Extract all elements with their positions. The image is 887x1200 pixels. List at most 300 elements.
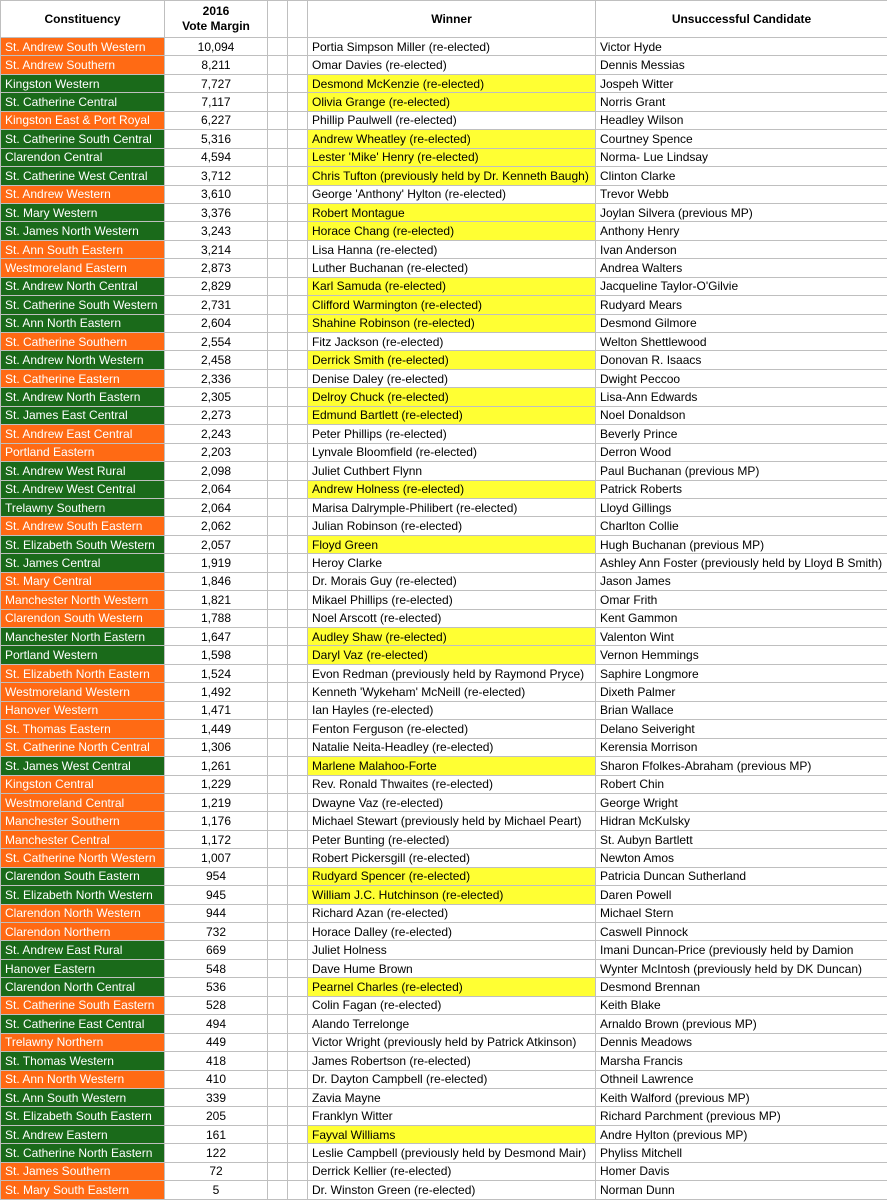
constituency-cell: St. James North Western (1, 222, 165, 240)
table-row (1, 167, 887, 185)
constituency-cell: St. Catherine South Eastern (1, 996, 165, 1014)
constituency-cell: Manchester North Western (1, 591, 165, 609)
unsuccessful-candidate-cell: Norma- Lue Lindsay (596, 148, 887, 166)
constituency-cell: Portland Western (1, 646, 165, 664)
spacer-cell (288, 886, 308, 904)
table-row (1, 498, 887, 516)
winner-cell: Olivia Grange (re-elected) (308, 93, 596, 111)
spacer-cell (288, 277, 308, 295)
vote-margin-cell: 1,306 (165, 738, 268, 756)
constituency-cell: St. Andrew North Central (1, 277, 165, 295)
vote-margin-cell: 1,449 (165, 720, 268, 738)
spacer-cell (288, 93, 308, 111)
vote-margin-cell: 2,458 (165, 351, 268, 369)
table-row (1, 56, 887, 74)
unsuccessful-candidate-cell: Othneil Lawrence (596, 1070, 887, 1088)
unsuccessful-candidate-cell: Arnaldo Brown (previous MP) (596, 1015, 887, 1033)
unsuccessful-candidate-cell: Sharon Ffolkes-Abraham (previous MP) (596, 757, 887, 775)
table-row (1, 38, 887, 56)
spacer-cell (288, 74, 308, 92)
unsuccessful-candidate-cell: Desmond Brennan (596, 978, 887, 996)
winner-cell: Evon Redman (previously held by Raymond Pryce) (308, 664, 596, 682)
spacer-cell (288, 849, 308, 867)
spacer-cell (268, 683, 288, 701)
winner-cell: Floyd Green (308, 535, 596, 553)
vote-margin-cell: 205 (165, 1107, 268, 1125)
winner-cell: Juliet Cuthbert Flynn (308, 462, 596, 480)
winner-cell: Derrick Smith (re-elected) (308, 351, 596, 369)
spacer-cell (288, 628, 308, 646)
unsuccessful-candidate-cell: Derron Wood (596, 443, 887, 461)
constituency-cell: Manchester North Eastern (1, 628, 165, 646)
spacer-cell (268, 830, 288, 848)
winner-cell: Andrew Wheatley (re-elected) (308, 130, 596, 148)
spacer-cell (288, 923, 308, 941)
table-row (1, 572, 887, 590)
spacer-cell (288, 1070, 308, 1088)
constituency-cell: St. Andrew West Rural (1, 462, 165, 480)
spacer-cell (288, 738, 308, 756)
winner-cell: Chris Tufton (previously held by Dr. Kenneth Baugh) (308, 167, 596, 185)
spacer-cell (268, 222, 288, 240)
constituency-cell: St. Mary Western (1, 203, 165, 221)
table-row (1, 535, 887, 553)
header-spacer-2 (288, 1, 308, 38)
unsuccessful-candidate-cell: Norman Dunn (596, 1181, 887, 1199)
constituency-cell: Kingston East & Port Royal (1, 111, 165, 129)
constituency-cell: Clarendon Central (1, 148, 165, 166)
table-row (1, 996, 887, 1014)
spacer-cell (288, 1015, 308, 1033)
constituency-cell: St. Elizabeth South Western (1, 535, 165, 553)
unsuccessful-candidate-cell: Dwight Peccoo (596, 369, 887, 387)
vote-margin-cell: 1,219 (165, 793, 268, 811)
table-row (1, 1144, 887, 1162)
vote-margin-cell: 528 (165, 996, 268, 1014)
winner-cell: Delroy Chuck (re-elected) (308, 388, 596, 406)
vote-margin-cell: 7,117 (165, 93, 268, 111)
table-row (1, 720, 887, 738)
spacer-cell (288, 406, 308, 424)
spacer-cell (268, 738, 288, 756)
spacer-cell (268, 1070, 288, 1088)
vote-margin-cell: 1,172 (165, 830, 268, 848)
winner-cell: Richard Azan (re-elected) (308, 904, 596, 922)
spacer-cell (288, 333, 308, 351)
spacer-cell (268, 517, 288, 535)
vote-margin-cell: 1,176 (165, 812, 268, 830)
unsuccessful-candidate-cell: Courtney Spence (596, 130, 887, 148)
vote-margin-cell: 1,846 (165, 572, 268, 590)
spacer-cell (288, 775, 308, 793)
winner-cell: Mikael Phillips (re-elected) (308, 591, 596, 609)
spacer-cell (268, 185, 288, 203)
table-row (1, 1125, 887, 1143)
table-row (1, 904, 887, 922)
unsuccessful-candidate-cell: Ashley Ann Foster (previously held by Lloyd B Smith) (596, 554, 887, 572)
table-row (1, 609, 887, 627)
table-row (1, 314, 887, 332)
vote-margin-cell: 2,273 (165, 406, 268, 424)
constituency-cell: Westmoreland Central (1, 793, 165, 811)
constituency-cell: St. Catherine Central (1, 93, 165, 111)
unsuccessful-candidate-cell: Brian Wallace (596, 701, 887, 719)
table-row (1, 1015, 887, 1033)
spacer-cell (268, 959, 288, 977)
constituency-cell: Manchester Southern (1, 812, 165, 830)
unsuccessful-candidate-cell: Anthony Henry (596, 222, 887, 240)
vote-margin-cell: 1,261 (165, 757, 268, 775)
winner-cell: Fitz Jackson (re-elected) (308, 333, 596, 351)
vote-margin-cell: 2,731 (165, 296, 268, 314)
table-row (1, 701, 887, 719)
vote-margin-cell: 1,788 (165, 609, 268, 627)
winner-cell: Julian Robinson (re-elected) (308, 517, 596, 535)
spacer-cell (268, 664, 288, 682)
spacer-cell (288, 978, 308, 996)
vote-margin-cell: 1,524 (165, 664, 268, 682)
constituency-cell: St. Catherine South Central (1, 130, 165, 148)
table-row (1, 591, 887, 609)
spacer-cell (268, 388, 288, 406)
spacer-cell (268, 941, 288, 959)
vote-margin-cell: 3,610 (165, 185, 268, 203)
header-spacer-1 (268, 1, 288, 38)
table-row (1, 1033, 887, 1051)
winner-cell: Clifford Warmington (re-elected) (308, 296, 596, 314)
spacer-cell (288, 683, 308, 701)
vote-margin-cell: 2,062 (165, 517, 268, 535)
spacer-cell (268, 1162, 288, 1180)
table-row (1, 1181, 887, 1199)
unsuccessful-candidate-cell: Patrick Roberts (596, 480, 887, 498)
table-row (1, 628, 887, 646)
spacer-cell (288, 443, 308, 461)
spacer-cell (288, 351, 308, 369)
constituency-cell: St. Catherine Eastern (1, 369, 165, 387)
winner-cell: Dr. Winston Green (re-elected) (308, 1181, 596, 1199)
constituency-cell: St. Andrew Southern (1, 56, 165, 74)
table-row (1, 222, 887, 240)
table-row (1, 130, 887, 148)
spacer-cell (288, 701, 308, 719)
vote-margin-cell: 3,243 (165, 222, 268, 240)
winner-cell: Lynvale Bloomfield (re-elected) (308, 443, 596, 461)
winner-cell: William J.C. Hutchinson (re-elected) (308, 886, 596, 904)
constituency-cell: Portland Eastern (1, 443, 165, 461)
table-row (1, 369, 887, 387)
unsuccessful-candidate-cell: Clinton Clarke (596, 167, 887, 185)
vote-margin-cell: 1,647 (165, 628, 268, 646)
vote-margin-cell: 1,007 (165, 849, 268, 867)
winner-cell: Franklyn Witter (308, 1107, 596, 1125)
spacer-cell (268, 978, 288, 996)
spacer-cell (268, 793, 288, 811)
table-row (1, 867, 887, 885)
unsuccessful-candidate-cell: Joylan Silvera (previous MP) (596, 203, 887, 221)
constituency-cell: Trelawny Southern (1, 498, 165, 516)
table-row (1, 757, 887, 775)
spacer-cell (288, 240, 308, 258)
spacer-cell (288, 1162, 308, 1180)
table-row (1, 259, 887, 277)
vote-margin-cell: 8,211 (165, 56, 268, 74)
constituency-cell: St. Andrew Eastern (1, 1125, 165, 1143)
table-row (1, 1162, 887, 1180)
spacer-cell (268, 406, 288, 424)
spacer-cell (268, 849, 288, 867)
spacer-cell (268, 1181, 288, 1199)
winner-cell: Rudyard Spencer (re-elected) (308, 867, 596, 885)
unsuccessful-candidate-cell: Charlton Collie (596, 517, 887, 535)
spacer-cell (288, 941, 308, 959)
spacer-cell (268, 628, 288, 646)
table-row (1, 1088, 887, 1106)
constituency-cell: Manchester Central (1, 830, 165, 848)
spacer-cell (288, 1125, 308, 1143)
spacer-cell (288, 167, 308, 185)
unsuccessful-candidate-cell: Lisa-Ann Edwards (596, 388, 887, 406)
unsuccessful-candidate-cell: Trevor Webb (596, 185, 887, 203)
spacer-cell (268, 277, 288, 295)
vote-margin-cell: 122 (165, 1144, 268, 1162)
vote-margin-cell: 2,243 (165, 425, 268, 443)
header-winner: Winner (308, 1, 596, 38)
spacer-cell (268, 812, 288, 830)
spacer-cell (268, 480, 288, 498)
winner-cell: Juliet Holness (308, 941, 596, 959)
unsuccessful-candidate-cell: Dennis Messias (596, 56, 887, 74)
table-row (1, 203, 887, 221)
unsuccessful-candidate-cell: Newton Amos (596, 849, 887, 867)
spacer-cell (288, 535, 308, 553)
vote-margin-cell: 945 (165, 886, 268, 904)
spacer-cell (268, 74, 288, 92)
spacer-cell (288, 222, 308, 240)
spacer-cell (268, 757, 288, 775)
spacer-cell (288, 185, 308, 203)
spacer-cell (288, 830, 308, 848)
spacer-cell (288, 130, 308, 148)
header-constituency: Constituency (1, 1, 165, 38)
winner-cell: Robert Pickersgill (re-elected) (308, 849, 596, 867)
spacer-cell (288, 757, 308, 775)
winner-cell: Victor Wright (previously held by Patrick Atkinson) (308, 1033, 596, 1051)
unsuccessful-candidate-cell: Welton Shettlewood (596, 333, 887, 351)
vote-margin-cell: 1,598 (165, 646, 268, 664)
constituency-cell: Westmoreland Western (1, 683, 165, 701)
unsuccessful-candidate-cell: Norris Grant (596, 93, 887, 111)
spacer-cell (288, 296, 308, 314)
constituency-cell: St. Andrew East Central (1, 425, 165, 443)
vote-margin-cell: 339 (165, 1088, 268, 1106)
constituency-cell: St. Ann North Western (1, 1070, 165, 1088)
spacer-cell (288, 1033, 308, 1051)
spacer-cell (268, 333, 288, 351)
constituency-cell: St. Andrew East Rural (1, 941, 165, 959)
table-row (1, 738, 887, 756)
constituency-cell: St. Elizabeth North Western (1, 886, 165, 904)
spacer-cell (268, 591, 288, 609)
constituency-cell: St. Elizabeth South Eastern (1, 1107, 165, 1125)
winner-cell: Lisa Hanna (re-elected) (308, 240, 596, 258)
header-vote-margin (165, 1, 268, 38)
unsuccessful-candidate-cell: Kent Gammon (596, 609, 887, 627)
constituency-cell: St. Catherine Southern (1, 333, 165, 351)
vote-margin-cell: 5,316 (165, 130, 268, 148)
vote-margin-cell: 3,376 (165, 203, 268, 221)
unsuccessful-candidate-cell: Paul Buchanan (previous MP) (596, 462, 887, 480)
table-row (1, 240, 887, 258)
vote-margin-cell: 1,821 (165, 591, 268, 609)
table-row (1, 775, 887, 793)
spacer-cell (268, 314, 288, 332)
winner-cell: Luther Buchanan (re-elected) (308, 259, 596, 277)
spacer-cell (288, 793, 308, 811)
unsuccessful-candidate-cell: Rudyard Mears (596, 296, 887, 314)
winner-cell: Dr. Morais Guy (re-elected) (308, 572, 596, 590)
unsuccessful-candidate-cell: Lloyd Gillings (596, 498, 887, 516)
spacer-cell (268, 1015, 288, 1033)
table-row (1, 480, 887, 498)
spacer-cell (268, 1107, 288, 1125)
spacer-cell (268, 425, 288, 443)
vote-margin-cell: 2,873 (165, 259, 268, 277)
spacer-cell (268, 148, 288, 166)
vote-margin-cell: 6,227 (165, 111, 268, 129)
spacer-cell (288, 111, 308, 129)
vote-margin-cell: 494 (165, 1015, 268, 1033)
spacer-cell (268, 259, 288, 277)
constituency-cell: Westmoreland Eastern (1, 259, 165, 277)
vote-margin-cell: 1,229 (165, 775, 268, 793)
spacer-cell (288, 498, 308, 516)
spacer-cell (288, 56, 308, 74)
constituency-cell: St. Andrew North Eastern (1, 388, 165, 406)
table-row (1, 923, 887, 941)
spacer-cell (288, 259, 308, 277)
spacer-cell (268, 38, 288, 56)
unsuccessful-candidate-cell: Keith Blake (596, 996, 887, 1014)
constituency-cell: St. Andrew South Western (1, 38, 165, 56)
winner-cell: Karl Samuda (re-elected) (308, 277, 596, 295)
spacer-cell (288, 591, 308, 609)
winner-cell: Dwayne Vaz (re-elected) (308, 793, 596, 811)
table-row (1, 443, 887, 461)
constituency-cell: St. Catherine West Central (1, 167, 165, 185)
spacer-cell (288, 148, 308, 166)
constituency-cell: St. Andrew South Eastern (1, 517, 165, 535)
spacer-cell (268, 904, 288, 922)
spacer-cell (268, 867, 288, 885)
table-row (1, 462, 887, 480)
unsuccessful-candidate-cell: Jason James (596, 572, 887, 590)
unsuccessful-candidate-cell: Keith Walford (previous MP) (596, 1088, 887, 1106)
constituency-cell: Trelawny Northern (1, 1033, 165, 1051)
spacer-cell (268, 1088, 288, 1106)
vote-margin-cell: 5 (165, 1181, 268, 1199)
unsuccessful-candidate-cell: Dixeth Palmer (596, 683, 887, 701)
spacer-cell (268, 56, 288, 74)
constituency-cell: St. James East Central (1, 406, 165, 424)
constituency-cell: Clarendon South Eastern (1, 867, 165, 885)
winner-cell: Natalie Neita-Headley (re-elected) (308, 738, 596, 756)
winner-cell: Shahine Robinson (re-elected) (308, 314, 596, 332)
spacer-cell (268, 369, 288, 387)
winner-cell: Portia Simpson Miller (re-elected) (308, 38, 596, 56)
constituency-cell: Clarendon North Western (1, 904, 165, 922)
spacer-cell (288, 904, 308, 922)
winner-cell: Daryl Vaz (re-elected) (308, 646, 596, 664)
spacer-cell (288, 664, 308, 682)
unsuccessful-candidate-cell: Victor Hyde (596, 38, 887, 56)
table-row (1, 646, 887, 664)
unsuccessful-candidate-cell: Homer Davis (596, 1162, 887, 1180)
constituency-cell: St. Andrew Western (1, 185, 165, 203)
unsuccessful-candidate-cell: Robert Chin (596, 775, 887, 793)
vote-margin-cell: 72 (165, 1162, 268, 1180)
spacer-cell (288, 1052, 308, 1070)
vote-margin-cell: 669 (165, 941, 268, 959)
winner-cell: Robert Montague (308, 203, 596, 221)
table-row (1, 941, 887, 959)
unsuccessful-candidate-cell: George Wright (596, 793, 887, 811)
unsuccessful-candidate-cell: Saphire Longmore (596, 664, 887, 682)
spacer-cell (288, 812, 308, 830)
constituency-cell: St. Thomas Western (1, 1052, 165, 1070)
unsuccessful-candidate-cell: Jacqueline Taylor-O'Gilvie (596, 277, 887, 295)
unsuccessful-candidate-cell: Jospeh Witter (596, 74, 887, 92)
winner-cell: Horace Dalley (re-elected) (308, 923, 596, 941)
winner-cell: Derrick Kellier (re-elected) (308, 1162, 596, 1180)
constituency-cell: St. Catherine South Western (1, 296, 165, 314)
spacer-cell (268, 775, 288, 793)
vote-margin-cell: 410 (165, 1070, 268, 1088)
spacer-cell (268, 535, 288, 553)
vote-margin-cell: 2,336 (165, 369, 268, 387)
constituency-cell: Clarendon North Central (1, 978, 165, 996)
constituency-cell: St. Ann North Eastern (1, 314, 165, 332)
table-row (1, 148, 887, 166)
vote-margin-cell: 2,554 (165, 333, 268, 351)
spacer-cell (268, 609, 288, 627)
spacer-cell (288, 517, 308, 535)
spacer-cell (268, 720, 288, 738)
winner-cell: Edmund Bartlett (re-elected) (308, 406, 596, 424)
vote-margin-cell: 3,712 (165, 167, 268, 185)
vote-margin-cell: 10,094 (165, 38, 268, 56)
spacer-cell (288, 867, 308, 885)
vote-margin-cell: 954 (165, 867, 268, 885)
unsuccessful-candidate-cell: Ivan Anderson (596, 240, 887, 258)
spacer-cell (268, 130, 288, 148)
vote-margin-cell: 2,203 (165, 443, 268, 461)
vote-margin-cell: 2,057 (165, 535, 268, 553)
vote-margin-cell: 2,829 (165, 277, 268, 295)
table-row (1, 978, 887, 996)
winner-cell: Denise Daley (re-elected) (308, 369, 596, 387)
winner-cell: Zavia Mayne (308, 1088, 596, 1106)
unsuccessful-candidate-cell: Imani Duncan-Price (previously held by Damion (596, 941, 887, 959)
unsuccessful-candidate-cell: Noel Donaldson (596, 406, 887, 424)
unsuccessful-candidate-cell: Delano Seiveright (596, 720, 887, 738)
winner-cell: George 'Anthony' Hylton (re-elected) (308, 185, 596, 203)
constituency-cell: Clarendon South Western (1, 609, 165, 627)
table-row (1, 93, 887, 111)
table-row (1, 683, 887, 701)
constituency-cell: Kingston Central (1, 775, 165, 793)
spacer-cell (288, 480, 308, 498)
